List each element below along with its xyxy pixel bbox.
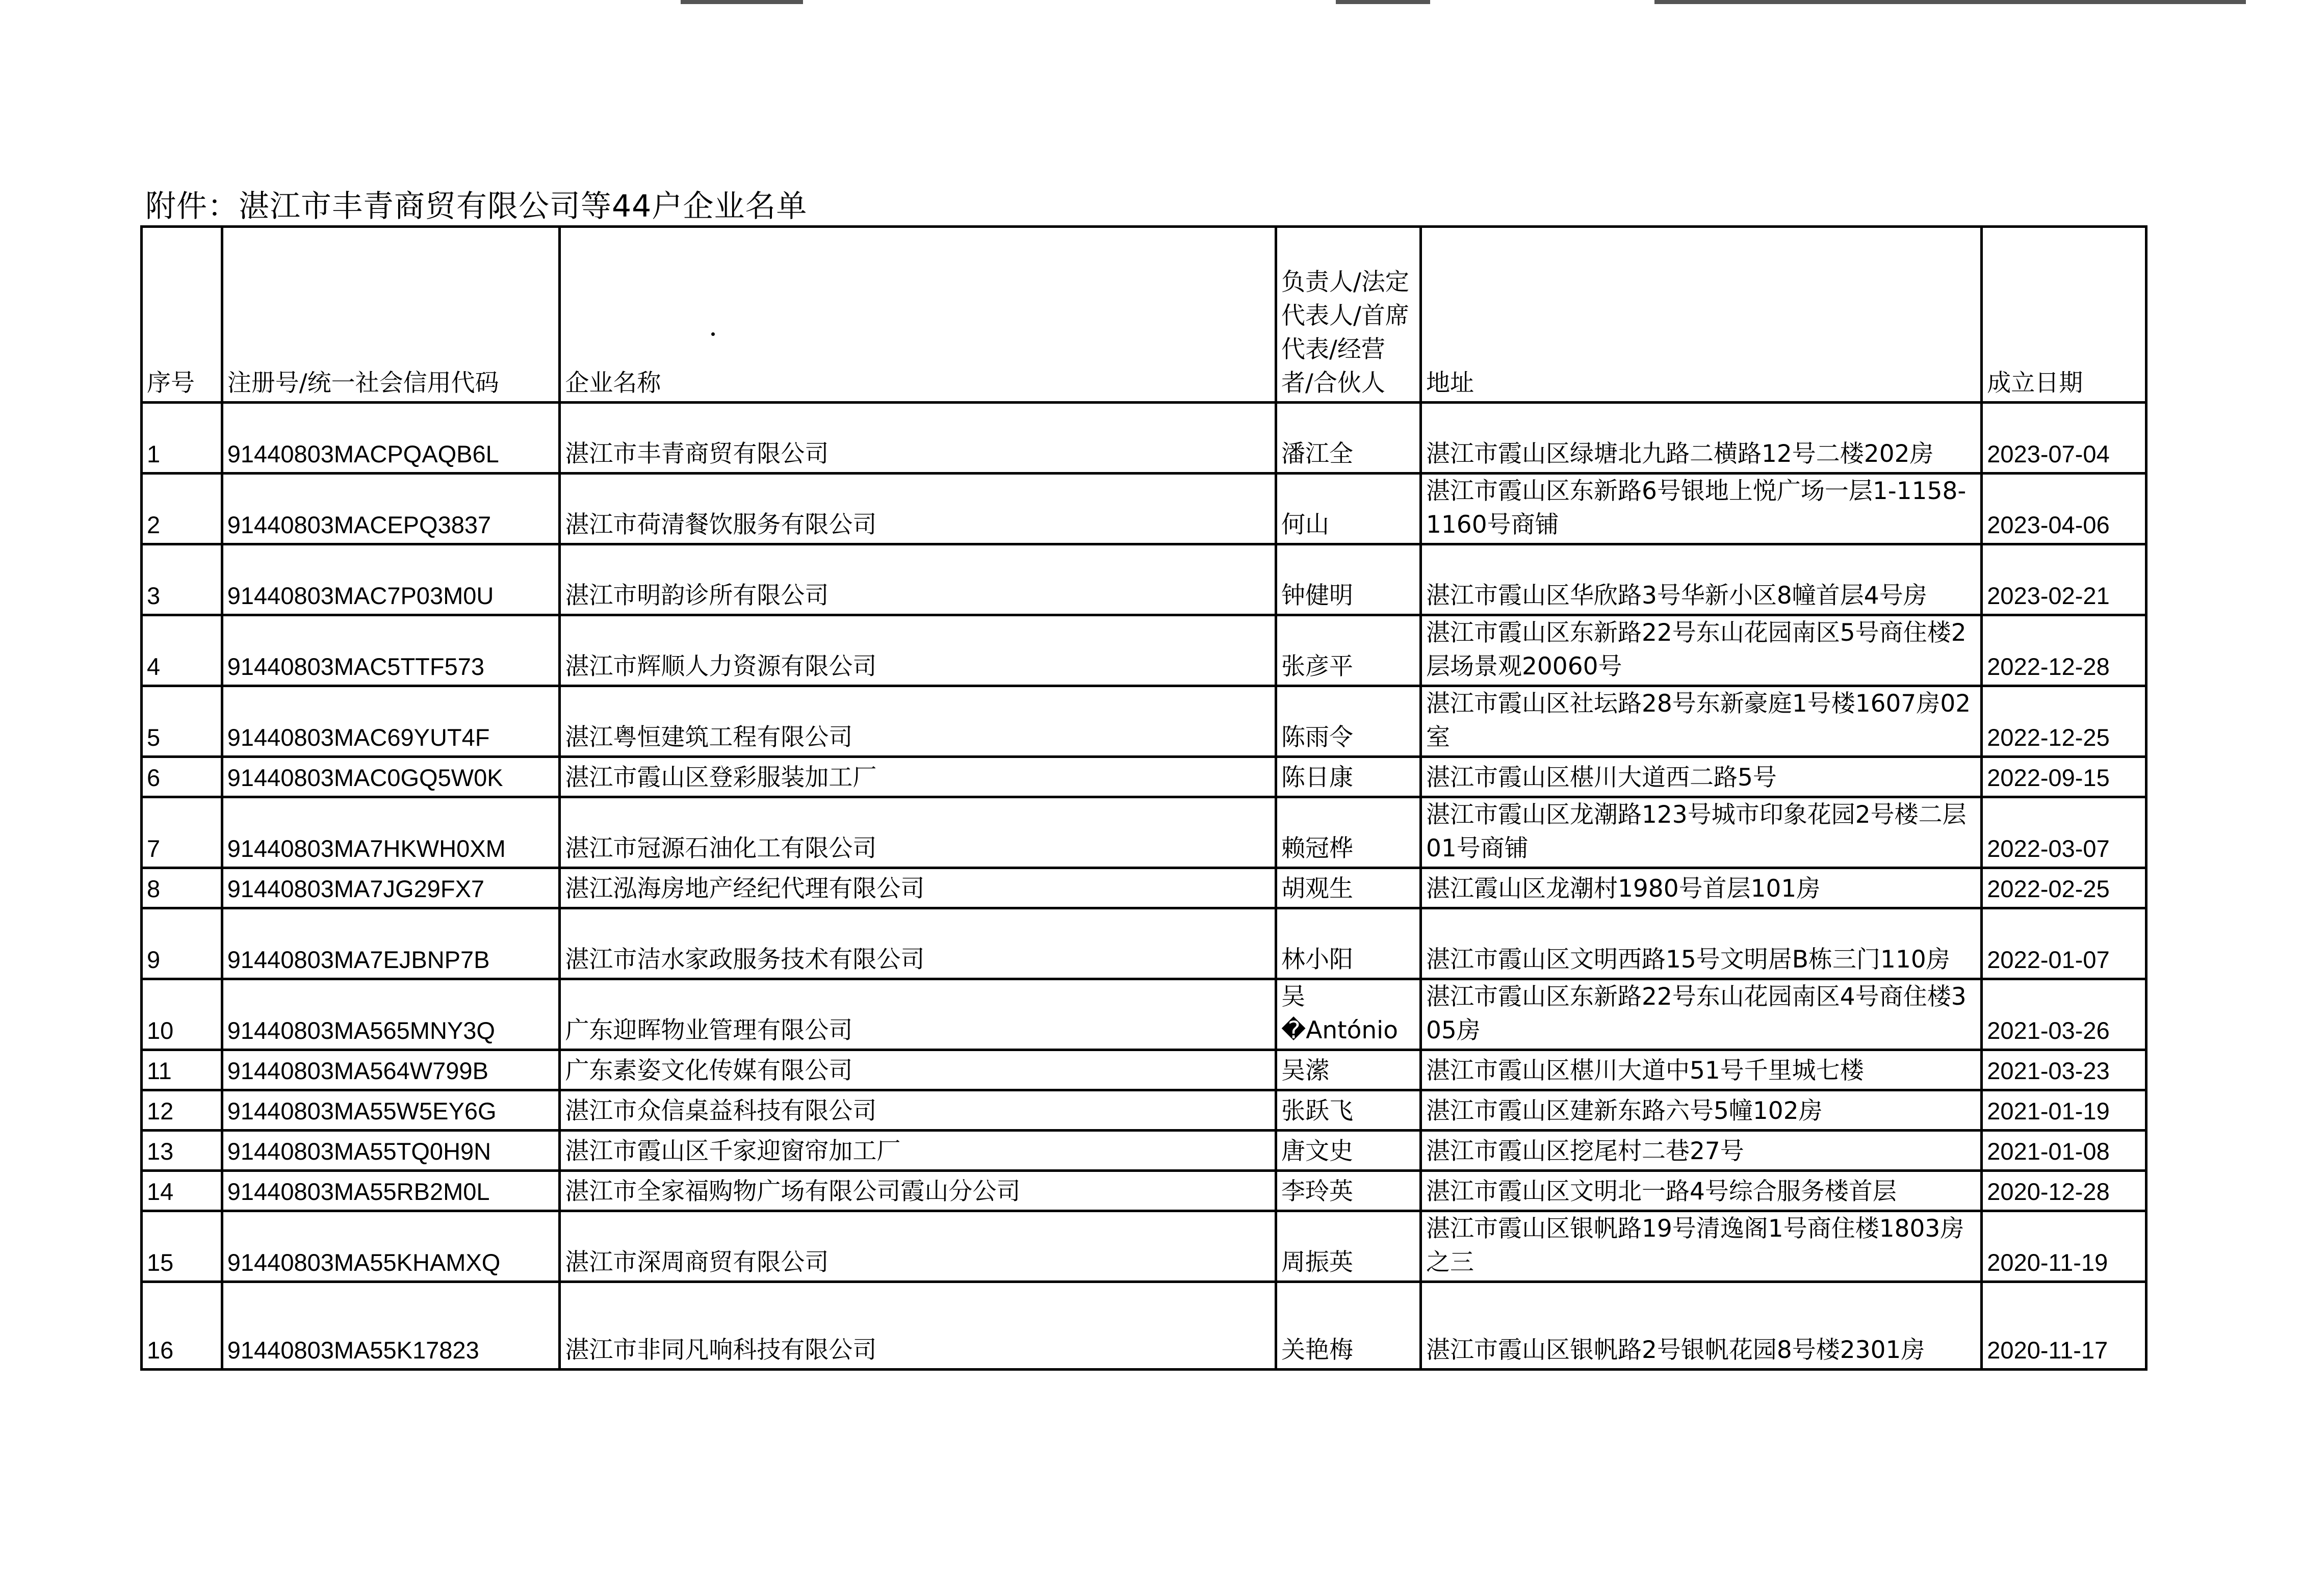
cell-enterprise-name: 湛江市深周商贸有限公司: [560, 1211, 1276, 1282]
address-text: 湛江市霞山区文明西路15号文明居B栋三门110房: [1426, 946, 1950, 974]
cell-serial-no: 8: [142, 868, 222, 908]
address-text: 湛江市霞山区绿塘北九路二横路12号二楼202房: [1426, 440, 1934, 468]
cell-serial-no: 3: [142, 544, 222, 615]
header-credit-code: 注册号/统一社会信用代码: [222, 227, 560, 403]
cell-credit-code: 91440803MA7JG29FX7: [222, 868, 560, 908]
cell-established-date: 2023-02-21: [1982, 544, 2146, 615]
address-text: 湛江市霞山区社坛路28号东新豪庭1号楼1607房02室: [1426, 690, 1971, 751]
cell-address: [1421, 1090, 1982, 1131]
cell-credit-code: 91440803MACEPQ3837: [222, 474, 560, 544]
cell-established-date: 2023-07-04: [1982, 403, 2146, 474]
cell-established-date: 2021-03-26: [1982, 979, 2146, 1050]
cell-address: [1421, 1050, 1982, 1090]
cell-enterprise-name: 湛江市洁水家政服务技术有限公司: [560, 908, 1276, 979]
address-text: 湛江市霞山区龙潮路123号城市印象花园2号楼二层01号商铺: [1426, 801, 1966, 862]
cell-responsible-person: 钟健明: [1276, 544, 1421, 615]
cell-enterprise-name: 湛江市辉顺人力资源有限公司: [560, 615, 1276, 686]
cell-enterprise-name: 湛江泓海房地产经纪代理有限公司: [560, 868, 1276, 908]
cell-established-date: 2022-02-25: [1982, 868, 2146, 908]
cell-responsible-person: 林小阳: [1276, 908, 1421, 979]
cell-enterprise-name: 湛江市明韵诊所有限公司: [560, 544, 1276, 615]
cell-address: [1421, 797, 1982, 868]
cell-credit-code: 91440803MAC69YUT4F: [222, 686, 560, 757]
scan-edge-mark: [681, 0, 803, 4]
cell-address: [1421, 1131, 1982, 1171]
cell-established-date: 2020-11-19: [1982, 1211, 2146, 1282]
address-text: 湛江市霞山区东新路22号东山花园南区4号商住楼305房: [1426, 983, 1966, 1044]
cell-address: [1421, 615, 1982, 686]
cell-serial-no: 2: [142, 474, 222, 544]
cell-established-date: 2020-11-17: [1982, 1282, 2146, 1370]
cell-enterprise-name: 湛江市荷清餐饮服务有限公司: [560, 474, 1276, 544]
cell-credit-code: 91440803MA565MNY3Q: [222, 979, 560, 1050]
table-row: [142, 868, 2146, 908]
table-row: [142, 403, 2146, 474]
header-established-date: 成立日期: [1982, 227, 2146, 403]
header-address: 地址: [1421, 227, 1982, 403]
table-row: [142, 1090, 2146, 1131]
cell-established-date: 2022-09-15: [1982, 757, 2146, 797]
scan-edge-mark: [1654, 0, 2246, 4]
cell-enterprise-name: 广东迎晖物业管理有限公司: [560, 979, 1276, 1050]
cell-credit-code: 91440803MA55W5EY6G: [222, 1090, 560, 1131]
cell-enterprise-name: 湛江粤恒建筑工程有限公司: [560, 686, 1276, 757]
cell-established-date: 2022-12-28: [1982, 615, 2146, 686]
cell-credit-code: 91440803MACPQAQB6L: [222, 403, 560, 474]
cell-serial-no: 4: [142, 615, 222, 686]
cell-address: [1421, 868, 1982, 908]
cell-established-date: 2023-04-06: [1982, 474, 2146, 544]
address-text: 湛江市霞山区银帆路19号清逸阁1号商住楼1803房之三: [1426, 1215, 1964, 1276]
header-responsible-person: 负责人/法定代表人/首席代表/经营者/合伙人: [1276, 227, 1421, 403]
table-row: [142, 1282, 2146, 1370]
cell-enterprise-name: 广东素姿文化传媒有限公司: [560, 1050, 1276, 1090]
header-enterprise-name: 企业名称: [560, 227, 1276, 403]
cell-responsible-person: 关艳梅: [1276, 1282, 1421, 1370]
address-text: 湛江市霞山区华欣路3号华新小区8幢首层4号房: [1426, 582, 1927, 610]
cell-responsible-person: 周振英: [1276, 1211, 1421, 1282]
cell-address: [1421, 1282, 1982, 1370]
cell-address: [1421, 544, 1982, 615]
cell-serial-no: 10: [142, 979, 222, 1050]
table-row: [142, 908, 2146, 979]
cell-enterprise-name: 湛江市霞山区千家迎窗帘加工厂: [560, 1131, 1276, 1171]
cell-responsible-person: 陈雨令: [1276, 686, 1421, 757]
cell-responsible-person: 潘江全: [1276, 403, 1421, 474]
cell-address: [1421, 403, 1982, 474]
cell-established-date: 2022-03-07: [1982, 797, 2146, 868]
cell-credit-code: 91440803MA55K17823: [222, 1282, 560, 1370]
cell-credit-code: 91440803MA55KHAMXQ: [222, 1211, 560, 1282]
table-row: [142, 757, 2146, 797]
cell-responsible-person: 陈日康: [1276, 757, 1421, 797]
cell-responsible-person: 张跃飞: [1276, 1090, 1421, 1131]
cell-responsible-person: 张彦平: [1276, 615, 1421, 686]
cell-enterprise-name: 湛江市丰青商贸有限公司: [560, 403, 1276, 474]
cell-serial-no: 1: [142, 403, 222, 474]
cell-responsible-person: 胡观生: [1276, 868, 1421, 908]
cell-established-date: 2022-01-07: [1982, 908, 2146, 979]
cell-enterprise-name: 湛江市冠源石油化工有限公司: [560, 797, 1276, 868]
address-text: 湛江市霞山区东新路6号银地上悦广场一层1-1158-1160号商铺: [1426, 477, 1966, 539]
cell-responsible-person: 何山: [1276, 474, 1421, 544]
cell-enterprise-name: 湛江市众信桌益科技有限公司: [560, 1090, 1276, 1131]
address-text: 湛江市霞山区银帆路2号银帆花园8号楼2301房: [1426, 1336, 1925, 1364]
cell-enterprise-name: 湛江市全家福购物广场有限公司霞山分公司: [560, 1171, 1276, 1211]
cell-responsible-person: 赖冠桦: [1276, 797, 1421, 868]
address-text: 湛江市霞山区建新东路六号5幢102房: [1426, 1097, 1823, 1125]
cell-serial-no: 7: [142, 797, 222, 868]
cell-enterprise-name: 湛江市霞山区登彩服装加工厂: [560, 757, 1276, 797]
cell-responsible-person: 吴�António: [1276, 979, 1421, 1050]
table-row: [142, 544, 2146, 615]
table-row: [142, 1171, 2146, 1211]
cell-serial-no: 9: [142, 908, 222, 979]
address-text: 湛江市霞山区文明北一路4号综合服务楼首层: [1426, 1178, 1897, 1206]
scan-edge-mark: [1336, 0, 1430, 4]
cell-serial-no: 14: [142, 1171, 222, 1211]
table-row: [142, 474, 2146, 544]
cell-responsible-person: 唐文史: [1276, 1131, 1421, 1171]
table-header-row: [142, 227, 2146, 403]
cell-address: [1421, 979, 1982, 1050]
table-row: [142, 1131, 2146, 1171]
cell-responsible-person: 吴潆: [1276, 1050, 1421, 1090]
document-title: 附件：湛江市丰青商贸有限公司等44户企业名单: [145, 189, 808, 224]
cell-enterprise-name: 湛江市非同凡响科技有限公司: [560, 1282, 1276, 1370]
address-text: 湛江霞山区龙潮村1980号首层101房: [1426, 875, 1821, 903]
cell-credit-code: 91440803MA7EJBNP7B: [222, 908, 560, 979]
cell-serial-no: 5: [142, 686, 222, 757]
table-row: [142, 1211, 2146, 1282]
address-text: 湛江市霞山区挖尾村二巷27号: [1426, 1137, 1744, 1165]
cell-serial-no: 11: [142, 1050, 222, 1090]
cell-established-date: 2022-12-25: [1982, 686, 2146, 757]
cell-established-date: 2021-01-19: [1982, 1090, 2146, 1131]
cell-established-date: 2020-12-28: [1982, 1171, 2146, 1211]
cell-responsible-person: 李玲英: [1276, 1171, 1421, 1211]
cell-address: [1421, 686, 1982, 757]
table-row: [142, 615, 2146, 686]
cell-serial-no: 6: [142, 757, 222, 797]
address-text: 湛江市霞山区椹川大道西二路5号: [1426, 764, 1777, 792]
cell-address: [1421, 1171, 1982, 1211]
cell-serial-no: 12: [142, 1090, 222, 1131]
cell-established-date: 2021-03-23: [1982, 1050, 2146, 1090]
table-row: [142, 686, 2146, 757]
cell-credit-code: 91440803MA55TQ0H9N: [222, 1131, 560, 1171]
cell-serial-no: 15: [142, 1211, 222, 1282]
cell-serial-no: 16: [142, 1282, 222, 1370]
cell-credit-code: 91440803MA55RB2M0L: [222, 1171, 560, 1211]
cell-address: [1421, 474, 1982, 544]
table-row: [142, 797, 2146, 868]
cell-address: [1421, 1211, 1982, 1282]
address-text: 湛江市霞山区椹川大道中51号千里城七楼: [1426, 1057, 1864, 1085]
cell-credit-code: 91440803MAC5TTF573: [222, 615, 560, 686]
header-serial-no: 序号: [142, 227, 222, 403]
enterprise-list-table: [140, 225, 2147, 1371]
cell-established-date: 2021-01-08: [1982, 1131, 2146, 1171]
cell-credit-code: 91440803MAC0GQ5W0K: [222, 757, 560, 797]
table-row: [142, 1050, 2146, 1090]
cell-address: [1421, 908, 1982, 979]
cell-credit-code: 91440803MAC7P03M0U: [222, 544, 560, 615]
cell-serial-no: 13: [142, 1131, 222, 1171]
address-text: 湛江市霞山区东新路22号东山花园南区5号商住楼2层场景观20060号: [1426, 619, 1966, 681]
table-row: [142, 979, 2146, 1050]
cell-credit-code: 91440803MA7HKWH0XM: [222, 797, 560, 868]
cell-address: [1421, 757, 1982, 797]
cell-credit-code: 91440803MA564W799B: [222, 1050, 560, 1090]
